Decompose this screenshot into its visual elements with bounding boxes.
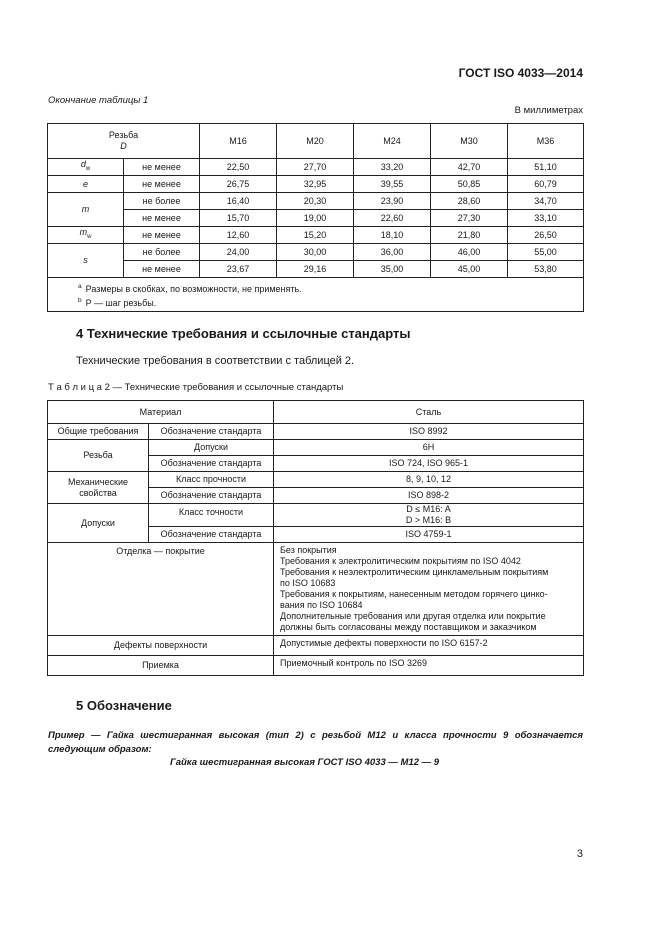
condition-cell: не менее bbox=[124, 176, 200, 193]
defects-label: Дефекты поверхности bbox=[48, 636, 274, 656]
value-cell: 28,60 bbox=[431, 193, 508, 210]
general-value: ISO 8992 bbox=[274, 424, 584, 440]
value-cell: 46,00 bbox=[431, 244, 508, 261]
condition-cell: не менее bbox=[124, 210, 200, 227]
table1-header-thread: Резьба D bbox=[48, 124, 200, 159]
value-cell: 19,00 bbox=[277, 210, 354, 227]
technical-requirements-table bbox=[47, 400, 584, 676]
value-cell: 60,79 bbox=[508, 176, 584, 193]
value-cell: 42,70 bbox=[431, 159, 508, 176]
table-row bbox=[48, 227, 584, 244]
value-cell: 22,50 bbox=[200, 159, 277, 176]
defects-value: Допустимые дефекты поверхности по ISO 6157-2 bbox=[274, 636, 584, 656]
value-cell: 15,70 bbox=[200, 210, 277, 227]
table-row bbox=[48, 261, 584, 278]
size-header: M24 bbox=[354, 124, 431, 159]
tolerances-label: Допуски bbox=[149, 440, 274, 456]
param-e: e bbox=[48, 176, 124, 193]
footnote-a: $^a$ Размеры в скобках, по возможности, не применять. bbox=[78, 283, 302, 294]
thread-std-value: ISO 724, ISO 965-1 bbox=[274, 456, 584, 472]
table-row bbox=[48, 440, 584, 456]
strength-class-label: Класс прочности bbox=[149, 472, 274, 488]
mechanical-std-value: ISO 898-2 bbox=[274, 488, 584, 504]
value-cell: 15,20 bbox=[277, 227, 354, 244]
value-cell: 36,00 bbox=[354, 244, 431, 261]
value-cell: 16,40 bbox=[200, 193, 277, 210]
document-header: ГОСТ ISO 4033—2014 bbox=[458, 66, 583, 80]
param-s: s bbox=[48, 244, 124, 278]
std-designation-label: Обозначение стандарта bbox=[149, 488, 274, 504]
table-row bbox=[48, 504, 584, 527]
condition-cell: не более bbox=[124, 193, 200, 210]
condition-cell: не менее bbox=[124, 227, 200, 244]
value-cell: 26,50 bbox=[508, 227, 584, 244]
finish-label: Отделка — покрытие bbox=[48, 543, 274, 636]
value-cell: 53,80 bbox=[508, 261, 584, 278]
thread-tolerance-value: 6H bbox=[274, 440, 584, 456]
accuracy-value: D ≤ M16: A D > M16: B bbox=[274, 504, 584, 527]
value-cell: 55,00 bbox=[508, 244, 584, 261]
value-cell: 39,55 bbox=[354, 176, 431, 193]
material-header: Материал bbox=[48, 401, 274, 424]
table1-footnotes bbox=[48, 278, 584, 312]
section5-title: 5 Обозначение bbox=[76, 698, 172, 713]
section4-title: 4 Технические требования и ссылочные стандарты bbox=[76, 326, 411, 341]
table1-caption: Окончание таблицы 1 bbox=[48, 95, 149, 106]
value-cell: 50,85 bbox=[431, 176, 508, 193]
value-cell: 18,10 bbox=[354, 227, 431, 244]
table-row bbox=[48, 636, 584, 656]
table-row bbox=[48, 401, 584, 424]
strength-value: 8, 9, 10, 12 bbox=[274, 472, 584, 488]
value-cell: 21,80 bbox=[431, 227, 508, 244]
param-dw: $d_w$ bbox=[48, 159, 124, 176]
tolerances-group-label: Допуски bbox=[48, 504, 149, 543]
size-header: M16 bbox=[200, 124, 277, 159]
dimensions-table bbox=[47, 123, 584, 312]
table-row bbox=[48, 656, 584, 676]
value-cell: 23,67 bbox=[200, 261, 277, 278]
table-row bbox=[48, 210, 584, 227]
acceptance-value: Приемочный контроль по ISO 3269 bbox=[274, 656, 584, 676]
size-header: M30 bbox=[431, 124, 508, 159]
value-cell: 24,00 bbox=[200, 244, 277, 261]
table-row bbox=[48, 176, 584, 193]
thread-label: Резьба bbox=[48, 440, 149, 472]
footnote-b: $^b$ P — шаг резьбы. bbox=[78, 297, 157, 308]
std-designation-label: Обозначение стандарта bbox=[149, 527, 274, 543]
value-cell: 30,00 bbox=[277, 244, 354, 261]
table-row bbox=[48, 244, 584, 261]
std-designation-label: Обозначение стандарта bbox=[149, 424, 274, 440]
general-requirements-label: Общие требования bbox=[48, 424, 149, 440]
finish-value: Без покрытия Требования к электролитическим покрытиям по ISO 4042 Требования к неэлектролитическим цинкламельным покрытиям по ISO 10683 Требования к покрытиям, нанесенным методом горячего цинко- вания по ISO 10684 Дополнительные требования или другая отделка или покрытие должны быть согласованы между поставщиком и заказчиком bbox=[274, 543, 584, 636]
tolerance-std-value: ISO 4759-1 bbox=[274, 527, 584, 543]
value-cell: 27,30 bbox=[431, 210, 508, 227]
value-cell: 51,10 bbox=[508, 159, 584, 176]
page-number: 3 bbox=[576, 848, 583, 860]
acceptance-label: Приемка bbox=[48, 656, 274, 676]
designation-example: Пример — Гайка шестигранная высокая (тип 2) с резьбой M12 и класса прочности 9 обозначается следующим образом: bbox=[48, 730, 583, 755]
condition-cell: не менее bbox=[124, 159, 200, 176]
section4-text: Технические требования в соответствии с таблицей 2. bbox=[76, 355, 355, 367]
table-row bbox=[48, 124, 584, 159]
condition-cell: не менее bbox=[124, 261, 200, 278]
value-cell: 23,90 bbox=[354, 193, 431, 210]
std-designation-label: Обозначение стандарта bbox=[149, 456, 274, 472]
size-header: M20 bbox=[277, 124, 354, 159]
value-cell: 33,20 bbox=[354, 159, 431, 176]
mechanical-label: Механические свойства bbox=[48, 472, 149, 504]
table-row bbox=[48, 472, 584, 488]
value-cell: 34,70 bbox=[508, 193, 584, 210]
value-cell: 32,95 bbox=[277, 176, 354, 193]
designation-string: Гайка шестигранная высокая ГОСТ ISO 4033 — M12 — 9 bbox=[170, 757, 440, 768]
value-cell: 27,70 bbox=[277, 159, 354, 176]
value-cell: 20,30 bbox=[277, 193, 354, 210]
condition-cell: не более bbox=[124, 244, 200, 261]
accuracy-class-label: Класс точности bbox=[149, 504, 274, 527]
value-cell: 22,60 bbox=[354, 210, 431, 227]
table-row bbox=[48, 424, 584, 440]
param-m: m bbox=[48, 193, 124, 227]
table-row bbox=[48, 543, 584, 636]
value-cell: 33,10 bbox=[508, 210, 584, 227]
table-row bbox=[48, 193, 584, 210]
value-cell: 12,60 bbox=[200, 227, 277, 244]
value-cell: 35,00 bbox=[354, 261, 431, 278]
steel-header: Сталь bbox=[274, 401, 584, 424]
param-mw: $m_w$ bbox=[48, 227, 124, 244]
table-row bbox=[48, 278, 584, 312]
table-row bbox=[48, 159, 584, 176]
size-header: M36 bbox=[508, 124, 584, 159]
value-cell: 26,75 bbox=[200, 176, 277, 193]
value-cell: 45,00 bbox=[431, 261, 508, 278]
table1-units: В миллиметрах bbox=[514, 105, 583, 116]
table2-caption: Т а б л и ц а 2 — Технические требования и ссылочные стандарты bbox=[48, 382, 344, 393]
value-cell: 29,16 bbox=[277, 261, 354, 278]
